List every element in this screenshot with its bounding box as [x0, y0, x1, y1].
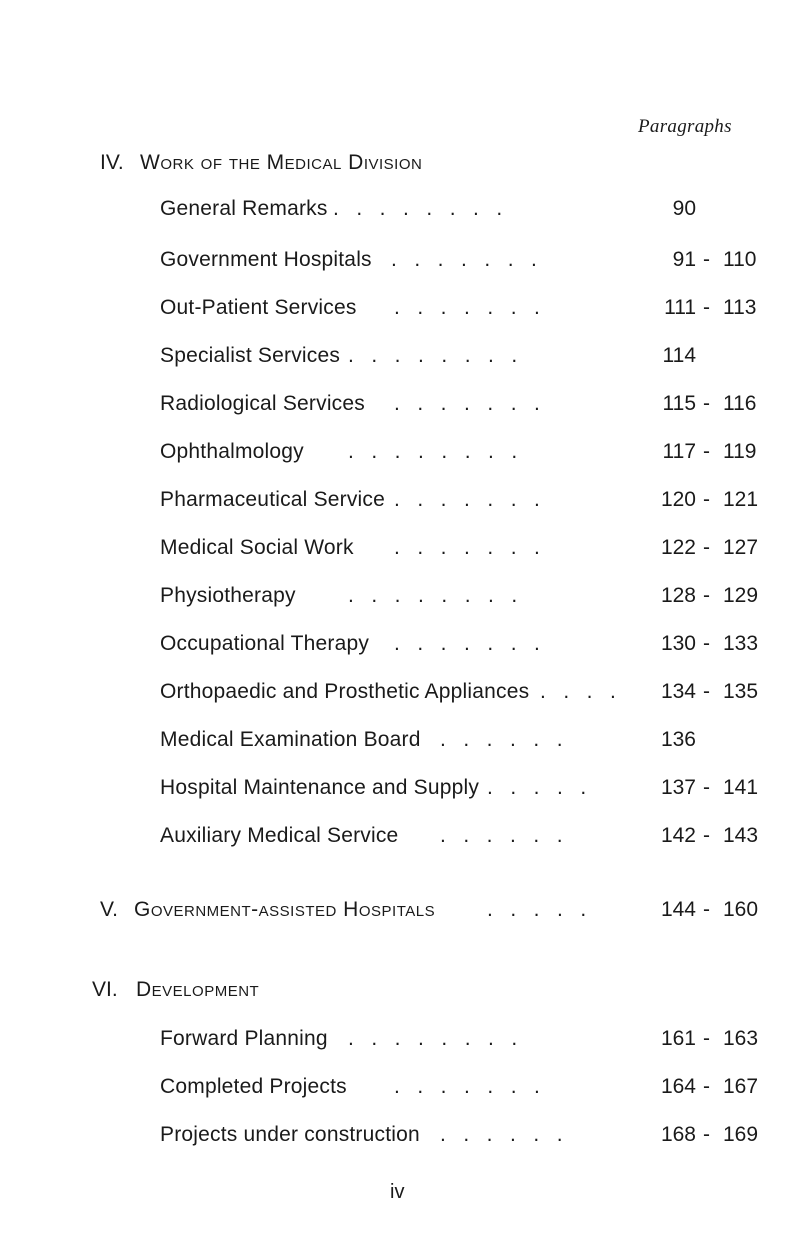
range-dash: -	[703, 1027, 710, 1050]
section-title: Development	[136, 978, 260, 1001]
paragraph-start: 134	[660, 680, 696, 703]
leader-dots: . . . . . . . .	[333, 197, 503, 220]
leader-dots: . . . . . . . .	[348, 1027, 518, 1050]
paragraph-end: 143	[723, 824, 759, 847]
paragraph-end: 169	[723, 1123, 759, 1146]
paragraph-end: 121	[723, 488, 759, 511]
paragraph-end: 160	[723, 898, 759, 921]
entry-label: Medical Examination Board	[160, 728, 421, 751]
paragraph-start: 142	[660, 824, 696, 847]
entry-label: General Remarks	[160, 197, 328, 220]
entry-label: Government Hospitals	[160, 248, 372, 271]
paragraph-start: 130	[660, 632, 696, 655]
paragraph-start: 90	[672, 197, 696, 220]
leader-dots: . . . . . . .	[394, 392, 540, 415]
leader-dots: . . . . . . .	[391, 248, 537, 271]
page-number: iv	[390, 1181, 405, 1203]
range-dash: -	[703, 536, 710, 559]
range-dash: -	[703, 632, 710, 655]
entry-label: Orthopaedic and Prosthetic Appliances	[160, 680, 530, 703]
leader-dots: . . . . . . .	[394, 632, 540, 655]
section-title: Work of the Medical Division	[140, 151, 423, 174]
paragraph-end: 141	[723, 776, 759, 799]
paragraph-end: 127	[723, 536, 759, 559]
paragraph-end: 135	[723, 680, 759, 703]
paragraph-start: 122	[660, 536, 696, 559]
paragraph-start: 114	[662, 344, 696, 367]
range-dash: -	[703, 440, 710, 463]
entry-label: Auxiliary Medical Service	[160, 824, 399, 847]
paragraph-start: 111	[664, 296, 696, 319]
entry-label: Out-Patient Services	[160, 296, 357, 319]
entry-label: Radiological Services	[160, 392, 365, 415]
leader-dots: . . . . . . . .	[348, 344, 518, 367]
leader-dots: . . . . . .	[440, 1123, 563, 1146]
range-dash: -	[703, 296, 710, 319]
leader-dots: . . . . . . .	[394, 296, 540, 319]
range-dash: -	[703, 584, 710, 607]
leader-dots: . . . .	[540, 680, 616, 703]
entry-label: Pharmaceutical Service	[160, 488, 385, 511]
range-dash: -	[703, 1075, 710, 1098]
paragraph-start: 115	[662, 392, 696, 415]
entry-label: Physiotherapy	[160, 584, 296, 607]
paragraph-end: 113	[723, 296, 757, 319]
section-numeral: VI.	[92, 978, 118, 1001]
leader-dots: . . . . . .	[440, 824, 563, 847]
range-dash: -	[703, 392, 710, 415]
entry-label: Occupational Therapy	[160, 632, 370, 655]
paragraph-end: 129	[723, 584, 759, 607]
range-dash: -	[703, 898, 710, 921]
leader-dots: . . . . .	[487, 776, 587, 799]
paragraph-end: 116	[723, 392, 757, 415]
leader-dots: . . . . . . .	[394, 1075, 540, 1098]
paragraph-start: 144	[660, 898, 696, 921]
entry-label: Projects under construction	[160, 1123, 420, 1146]
paragraph-end: 133	[723, 632, 759, 655]
paragraph-end: 163	[723, 1027, 759, 1050]
entry-label: Hospital Maintenance and Supply	[160, 776, 480, 799]
range-dash: -	[703, 488, 710, 511]
entry-label: Ophthalmology	[160, 440, 304, 463]
paragraph-end: 167	[723, 1075, 759, 1098]
section-numeral: IV.	[100, 151, 124, 174]
entry-label: Medical Social Work	[160, 536, 354, 559]
entry-label: Forward Planning	[160, 1027, 328, 1050]
entry-label: Completed Projects	[160, 1075, 347, 1098]
paragraph-start: 168	[660, 1123, 696, 1146]
entry-label: Specialist Services	[160, 344, 341, 367]
paragraph-start: 137	[660, 776, 696, 799]
paragraph-start: 164	[660, 1075, 696, 1098]
paragraph-end: 110	[723, 248, 757, 271]
leader-dots: . . . . . . . .	[348, 440, 518, 463]
paragraph-start: 120	[660, 488, 696, 511]
paragraph-end: 119	[723, 440, 757, 463]
paragraph-start: 91	[672, 248, 696, 271]
paragraph-start: 117	[662, 440, 696, 463]
range-dash: -	[703, 680, 710, 703]
section-title: Government-assisted Hospitals	[134, 898, 436, 921]
leader-dots: . . . . . .	[440, 728, 563, 751]
paragraph-start: 128	[660, 584, 696, 607]
paragraph-start: 136	[660, 728, 696, 751]
leader-dots: . . . . . . .	[394, 536, 540, 559]
leader-dots: . . . . .	[487, 898, 587, 921]
paragraph-start: 161	[660, 1027, 696, 1050]
range-dash: -	[703, 824, 710, 847]
leader-dots: . . . . . . .	[394, 488, 540, 511]
leader-dots: . . . . . . . .	[348, 584, 518, 607]
paragraphs-column-heading: Paragraphs	[638, 116, 732, 137]
range-dash: -	[703, 1123, 710, 1146]
range-dash: -	[703, 248, 710, 271]
section-numeral: V.	[100, 898, 118, 921]
range-dash: -	[703, 776, 710, 799]
